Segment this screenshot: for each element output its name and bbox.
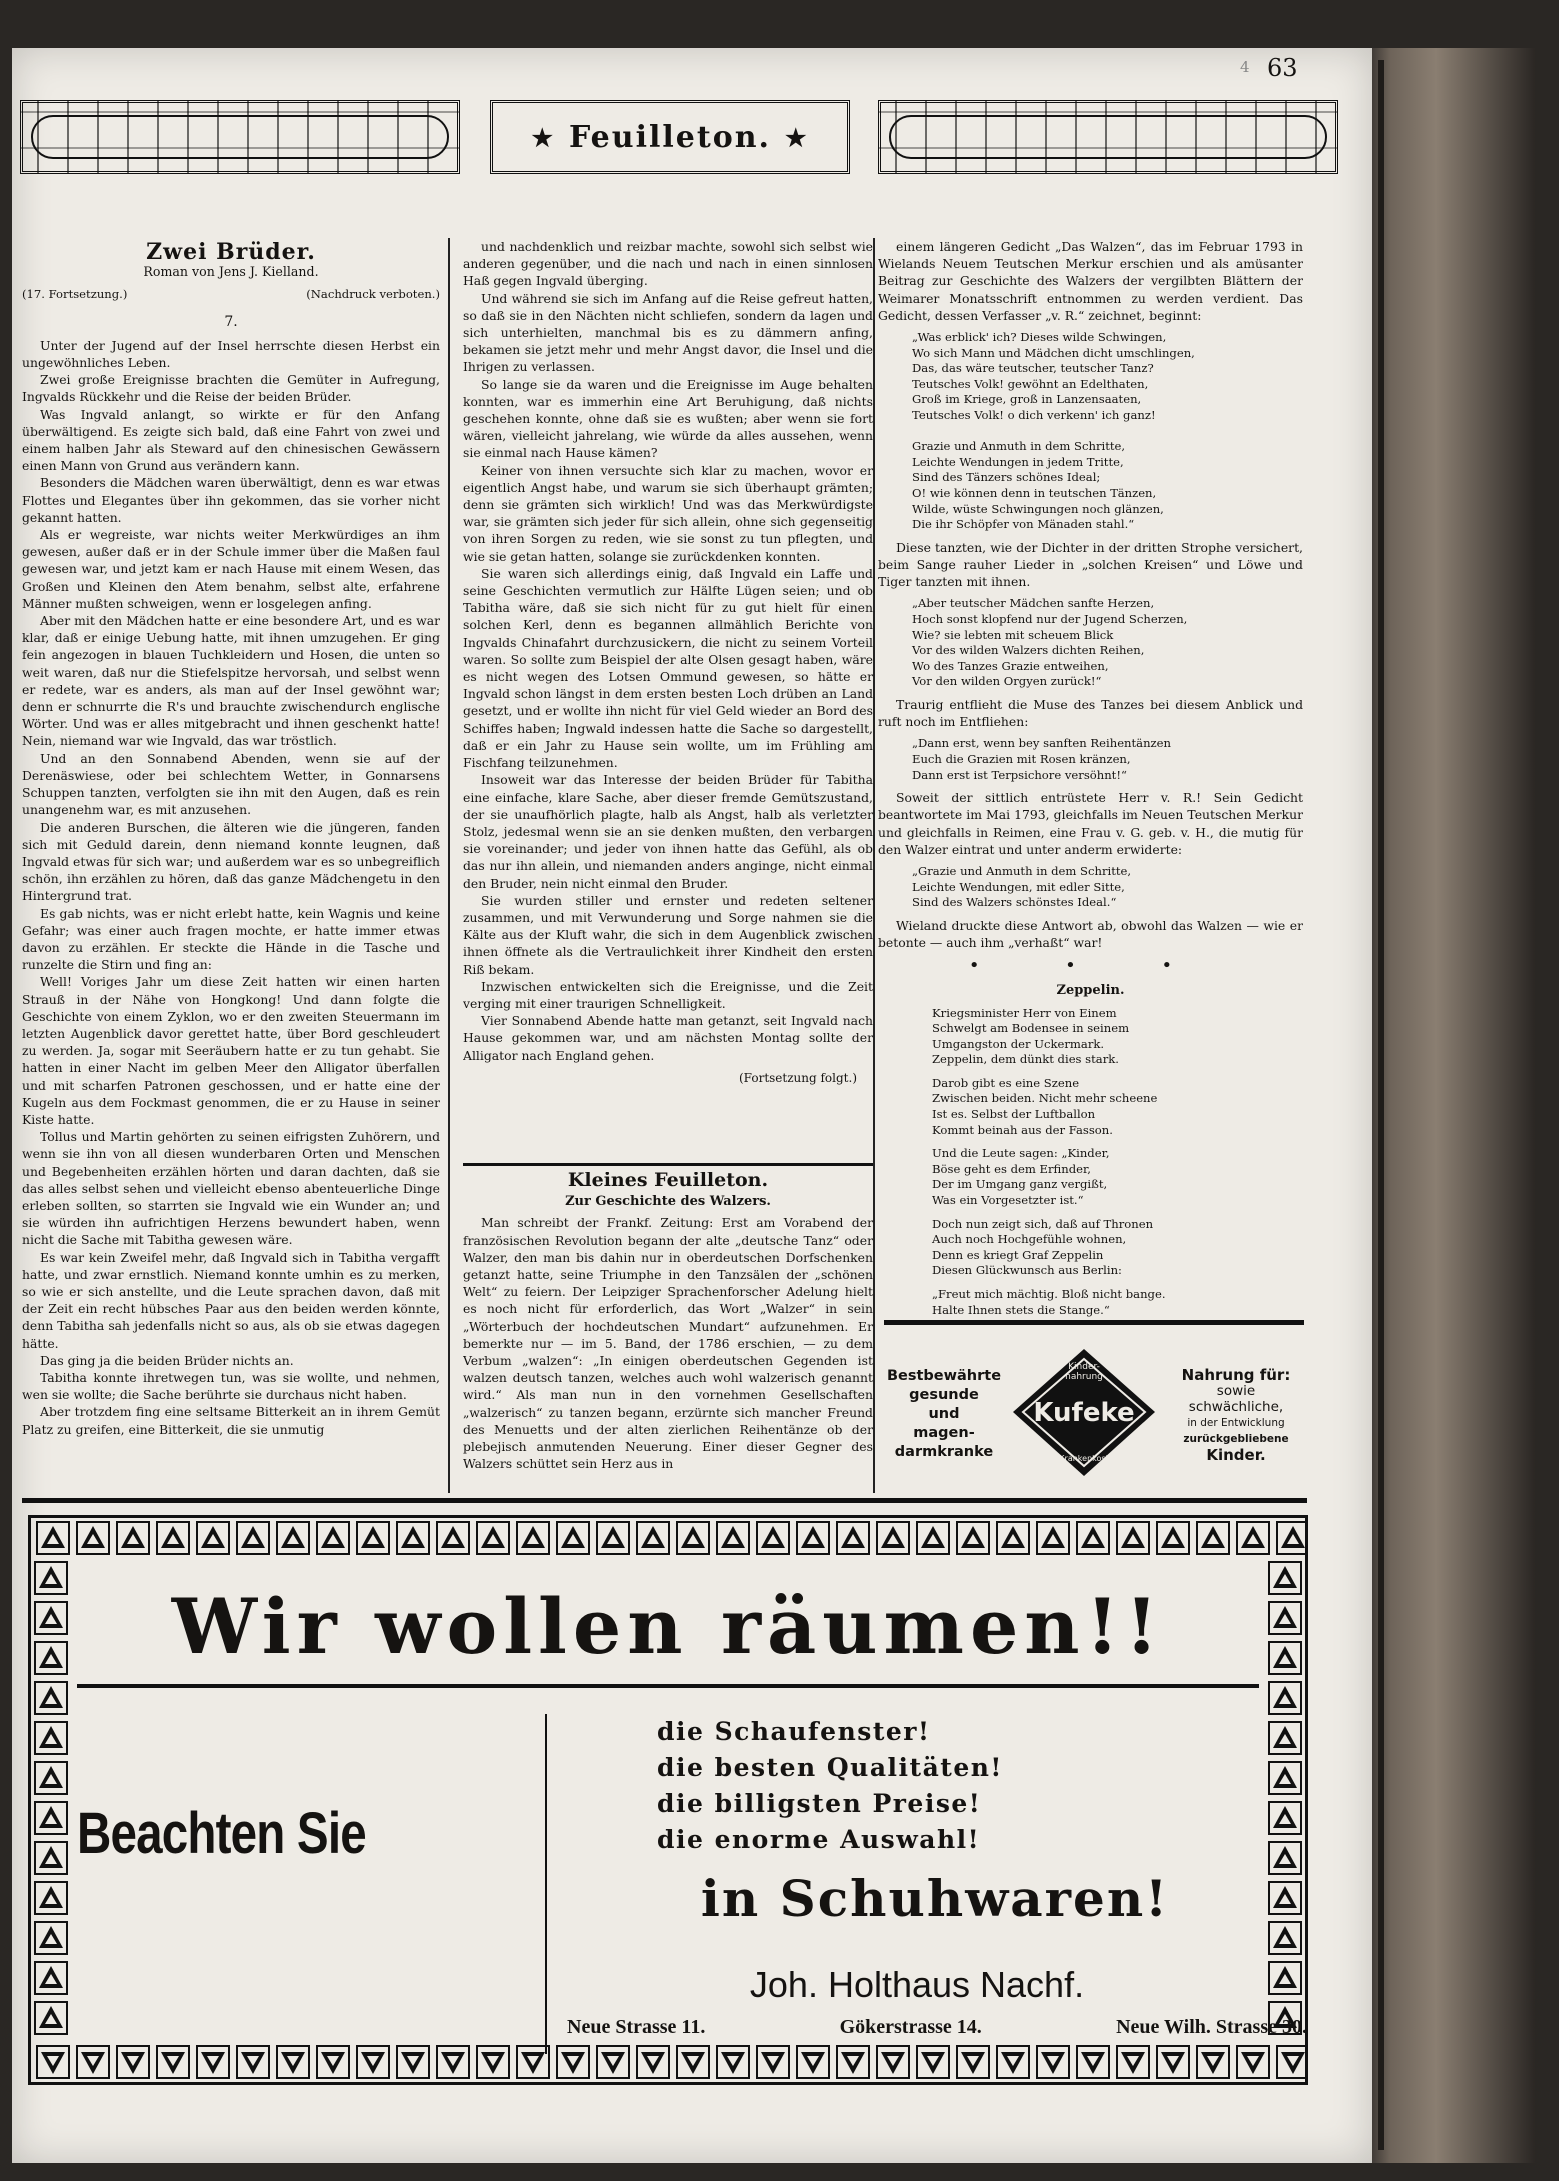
paragraph: Zwei große Ereignisse brachten die Gemüter in Aufregung, Ingvalds Rückkehr und die Reise der beiden Brüder. xyxy=(22,372,440,405)
paragraph: Traurig entflieht die Muse des Tanzes bei diesem Anblick und ruft noch im Entfliehen: xyxy=(878,696,1303,730)
border-ornament xyxy=(477,1522,509,1554)
store-address: Neue Wilh. Strasse 30. xyxy=(1116,2016,1307,2038)
ad-top-rule xyxy=(22,1498,1307,1503)
verse-line: Vor des wilden Walzers dichten Reihen, xyxy=(912,643,1145,658)
poem-verse xyxy=(912,330,1303,533)
border-ornament xyxy=(1277,2046,1305,2078)
verse-line: Wilde, wüste Schwingungen noch glänzen, xyxy=(912,501,1164,516)
kufeke-line: schwächliche, xyxy=(1188,1399,1284,1415)
border-ornament xyxy=(997,1522,1029,1554)
verse-line: Leichte Wendungen, mit edler Sitte, xyxy=(912,879,1125,894)
paragraph: Keiner von ihnen versuchte sich klar zu machen, wovor er eigentlich Angst habe, und warum sie sich überhaupt grämten; denn sie grämten sich wirklich! Und was das Merkwürdigste war, sie grämten sich jeder für sich allein, ohne sich gegenseitig von ihren Sorgen zu reden, wie sie sonst zu tun pflegten, und wie sie getan hatten, solange sie zurückdenken konnten. xyxy=(463,462,873,564)
store-address: Gökerstrasse 14. xyxy=(839,2016,982,2038)
border-ornament xyxy=(397,1522,429,1554)
story-title: Zwei Brüder. xyxy=(146,239,316,265)
border-ornament xyxy=(1269,1682,1301,1714)
border-ornament xyxy=(957,1522,989,1554)
schuhwaren-text: in Schuhwaren! xyxy=(700,1869,1170,1928)
border-ornament xyxy=(637,2046,669,2078)
border-ornament xyxy=(677,2046,709,2078)
paragraph: Vier Sonnabend Abende hatte man getanzt, seit Ingvald nach Hause gekommen war, und am nächsten Montag sollte der Alligator nach England gehen. xyxy=(463,1013,873,1063)
border-ornament xyxy=(1277,1522,1305,1554)
continued-note: (Fortsetzung folgt.) xyxy=(739,1070,857,1085)
shoe-advertisement xyxy=(28,1515,1308,2085)
story-column-2 xyxy=(463,238,873,1128)
verse-line: „Freut mich mächtig. Bloß nicht bange. xyxy=(932,1287,1166,1301)
verse-line: Auch noch Hochgefühle wohnen, xyxy=(932,1232,1127,1247)
border-ornament xyxy=(35,1922,67,1954)
walzer-column xyxy=(878,238,1303,1318)
border-ornament xyxy=(917,1522,949,1554)
verse-line: Und die Leute sagen: „Kinder, xyxy=(932,1146,1110,1161)
kufeke-right-title: Nahrung für: xyxy=(1181,1366,1291,1384)
section-stars: • • • xyxy=(968,955,1213,977)
border-ornament xyxy=(637,1522,669,1554)
paragraph: Was Ingvald anlangt, so wirkte er für den Anfang überwältigend. Es zeigte sich bald, daß eine Fahrt von zwei und einem halben Jahr als Steward auf den chinesischen Gewässern einen Mann von Grund aus verändern kann. xyxy=(22,406,440,474)
kufeke-line: zurückgebliebene xyxy=(1183,1433,1289,1445)
logo-top-label-1: Kinder- xyxy=(1068,1362,1100,1372)
border-ornament xyxy=(157,1522,189,1554)
paragraph: Sie wurden stiller und ernster und redeten seltener zusammen, und mit Verwunderung und Sorge nahmen sie die Kälte aus der Kluft wahr, die sich in dem Augenblick zwischen ihnen öffnete als die Vertraulichkeit ihrer Kindheit den ersten Riß bekam. xyxy=(463,892,873,977)
border-ornament xyxy=(1269,1762,1301,1794)
border-ornament xyxy=(35,1842,67,1874)
company-name: Joh. Holthaus Nachf. xyxy=(749,1964,1085,2005)
paragraph: Die anderen Burschen, die älteren wie die jüngeren, fanden sich mit Geduld darein, denn niemand konnte leugnen, daß Ingvald etwas für sich war; und außerdem war es so unbegreiflich schön, ihn erzählen zu hören, daß das ganze Mädchengetu in den Hintergrund trat. xyxy=(22,819,440,904)
verse-line: Teutsches Volk! gewöhnt an Edelthaten, xyxy=(912,376,1149,391)
border-ornament xyxy=(35,1802,67,1834)
border-ornament xyxy=(317,1522,349,1554)
border-ornament xyxy=(1269,1802,1301,1834)
verse-line: Wo sich Mann und Mädchen dicht umschlingen, xyxy=(912,345,1195,360)
border-ornament xyxy=(237,2046,269,2078)
beachten-text: Beachten Sie xyxy=(77,1801,366,1866)
border-ornament xyxy=(357,2046,389,2078)
verse-line: Doch nun zeigt sich, daß auf Thronen xyxy=(932,1216,1154,1231)
verse-line: Sind des Tänzers schönes Ideal; xyxy=(912,470,1101,485)
border-ornament xyxy=(35,2002,67,2034)
binding-edge xyxy=(1378,60,1384,2150)
border-ornament xyxy=(197,2046,229,2078)
story-body xyxy=(463,238,873,1064)
verse-line: Böse geht es dem Erfinder, xyxy=(932,1161,1091,1176)
verse-line: Denn es kriegt Graf Zeppelin xyxy=(932,1247,1104,1262)
verse-line: Kommt beinah aus der Fasson. xyxy=(932,1122,1113,1137)
kufeke-line: sowie xyxy=(1216,1383,1256,1399)
ad-addresses xyxy=(567,2016,1307,2039)
poem-stanza xyxy=(932,1287,1303,1318)
verse-line: Teutsches Volk! o dich verkenn' ich ganz! xyxy=(912,407,1156,422)
border-ornament xyxy=(1037,1522,1069,1554)
ad-item: die besten Qualitäten! xyxy=(657,1753,1003,1782)
ad-content xyxy=(77,1564,1307,2038)
border-ornament xyxy=(35,1642,67,1674)
border-ornament xyxy=(797,2046,829,2078)
border-ornament xyxy=(117,2046,149,2078)
border-ornament xyxy=(597,1522,629,1554)
column-rule xyxy=(448,238,450,1493)
kufeke-right-lines xyxy=(1166,1383,1306,1447)
ornament-left xyxy=(20,100,460,174)
kufeke-ad xyxy=(884,1320,1304,1497)
border-ornament xyxy=(277,2046,309,2078)
border-ornament xyxy=(717,1522,749,1554)
border-ornament xyxy=(35,1602,67,1634)
paragraph: Well! Voriges Jahr um diese Zeit hatten wir einen harten Strauß in der Nähe von Hongkong! Und dann folgte die Geschichte von einem Zyklon, wo er den zweiten Steuermann im letzten Augenblick davor gerettet hatte, über Bord geschleudert zu werden. Ja, sogar mit Seeräubern hatte er zu tun gehabt. Sie hatten in einer Nacht im gelben Meer den Alligator überfallen und mit scharfen Patronen geschossen, und er hatte eine der Kugeln aus dem Fockmast genommen, die er zu Hause in seiner Kiste hatte. xyxy=(22,974,440,1127)
border-ornament xyxy=(877,2046,909,2078)
border-ornament xyxy=(437,2046,469,2078)
border-ornament xyxy=(1269,1962,1301,1994)
border-ornament xyxy=(397,2046,429,2078)
border-ornament xyxy=(1269,1642,1301,1674)
verse-line: Wo des Tanzes Grazie entweihen, xyxy=(912,658,1109,673)
verse-line: Sind des Walzers schönstes Ideal.“ xyxy=(912,895,1117,910)
border-ornament xyxy=(1117,1522,1149,1554)
paragraph: Das ging ja die beiden Brüder nichts an. xyxy=(40,1352,294,1368)
border-ornament xyxy=(35,1682,67,1714)
verse-line: Zwischen beiden. Nicht mehr scheene xyxy=(932,1091,1158,1106)
verse-line: Kriegsminister Herr von Einem xyxy=(932,1005,1117,1020)
paragraph: Und während sie sich im Anfang auf die Reise gefreut hatten, so daß sie in den Nächten nicht schliefen, sondern da lagen und sich unterhielten, manchmal bis es zu dämmern anfing, bekamen sie jetzt mehr und mehr Angst davor, die Insel und die Ihrigen zu verlassen. xyxy=(463,290,873,375)
border-ornament xyxy=(317,2046,349,2078)
ad-item: die Schaufenster! xyxy=(657,1717,931,1746)
book-binding xyxy=(1370,48,1535,2163)
border-ornament xyxy=(437,1522,469,1554)
border-ornament xyxy=(1037,2046,1069,2078)
paragraph: einem längeren Gedicht „Das Walzen“, das im Februar 1793 in Wielands Neuem Teutschen Merkur erschien und als amüsanter Beitrag zur Geschichte des Walzers der vergilbten Blättern der Weimarer Monatsschrift entnommen zu werden verdient. Das Gedicht, dessen Verfasser „v. R.“ zeichnet, beginnt: xyxy=(878,239,1303,323)
border-ornament xyxy=(37,2046,69,2078)
verse-line: „Aber teutscher Mädchen sanfte Herzen, xyxy=(912,596,1155,611)
paragraph: So lange sie da waren und die Ereignisse im Auge behalten konnten, war es immerhin eine Art Beruhigung, daß nichts geschehen konnte, ohne daß sie es wußten; aber wenn sie fort wären, vielleicht jahrelang, wie würde da alles aussehen, wenn sie einmal nach Hause kämen? xyxy=(463,376,873,461)
border-ornament xyxy=(1157,1522,1189,1554)
verse-line xyxy=(912,424,1303,440)
star-icon: ★ xyxy=(531,122,556,152)
paragraph: Inzwischen entwickelten sich die Ereignisse, und die Zeit verging mit einer traurigen Schnelligkeit. xyxy=(463,978,873,1011)
border-ornament xyxy=(1237,2046,1269,2078)
border-ornament xyxy=(77,1522,109,1554)
paragraph: Tabitha konnte ihretwegen tun, was sie wollte, und nehmen, wen sie wollte; die Sache berührte sie durchaus nicht haben. xyxy=(22,1370,440,1403)
verse-line: „Was erblick' ich? Dieses wilde Schwingen, xyxy=(912,330,1167,345)
column-rule xyxy=(873,238,875,1493)
border-ornament xyxy=(677,1522,709,1554)
verse-line: Halte Ihnen stets die Stange.“ xyxy=(932,1302,1110,1317)
page-number-prefix: 4 xyxy=(1240,58,1250,76)
feuilleton-title xyxy=(490,100,850,174)
border-ornament xyxy=(477,2046,509,2078)
story-meta xyxy=(22,286,440,303)
border-ornament xyxy=(35,1762,67,1794)
zeppelin-poem xyxy=(878,1006,1303,1319)
border-ornament xyxy=(837,1522,869,1554)
border-ornament xyxy=(717,2046,749,2078)
poem-verse xyxy=(912,736,1303,783)
paragraph: Sie waren sich allerdings einig, daß Ingvald ein Laffe und seine Geschichten vermutlich zur Hälfte Lügen seien; und ob Tabitha wäre, daß sie sich nicht für zu gut hielt für einen solchen Kerl, denn es begannen allmählich Berichte von Ingvalds Chinafahrt durchzusickern, die nicht zu seinem Vorteil waren. So sollte zum Beispiel der alte Olsen gesagt haben, wäre es nicht wegen des Lotsen Ommund gewesen, so hätte er Ingvald schon längst in dem ersten besten Loch drüben an Land gesetzt, und er wollte ihn nicht für viel Geld wieder an Bord des Schiffes haben; Ingwald indessen hatte die Sache so dargestellt, daß er ein Jahr zu Hause sein wollte, um im Frühling am Fischfang teilzunehmen. xyxy=(463,565,873,771)
chapter-number: 7. xyxy=(224,313,238,330)
border-ornament xyxy=(877,1522,909,1554)
border-ornament xyxy=(837,2046,869,2078)
verse-line: Diesen Glückwunsch aus Berlin: xyxy=(932,1263,1122,1278)
paragraph: Besonders die Mädchen waren überwältigt, denn es war etwas Flottes und Elegantes über ihn gekommen, das sie vorher nicht gekannt hatten. xyxy=(22,475,440,525)
border-ornament xyxy=(277,1522,309,1554)
verse-line: Wie? sie lebten mit scheuem Blick xyxy=(912,627,1114,642)
border-ornament xyxy=(1197,1522,1229,1554)
paragraph: Unter der Jugend auf der Insel herrschte diesen Herbst ein ungewöhnliches Leben. xyxy=(22,337,440,371)
border-ornament xyxy=(1157,2046,1189,2078)
headline-rule xyxy=(77,1684,1259,1688)
kleines-subtitle: Zur Geschichte des Walzers. xyxy=(565,1194,771,1210)
verse-line: Euch die Grazien mit Rosen kränzen, xyxy=(912,751,1131,766)
story-body xyxy=(22,337,440,1438)
border-ornament xyxy=(35,1562,67,1594)
kleines-body xyxy=(463,1214,873,1472)
border-ornament xyxy=(1077,1522,1109,1554)
paragraph: Aber trotzdem fing eine seltsame Bitterkeit an in ihrem Gemüt Platz zu greifen, eine Bitterkeit, die sie unmutig xyxy=(22,1404,440,1437)
border-ornament xyxy=(1197,2046,1229,2078)
logo-top-label-2: nahrung xyxy=(1065,1372,1103,1382)
kufeke-line: magen- xyxy=(913,1425,975,1441)
border-ornament xyxy=(35,1722,67,1754)
paragraph: Man schreibt der Frankf. Zeitung: Erst am Vorabend der französischen Revolution begann der alte „deutsche Tanz“ oder Walzer, den man bis dahin nur in oberdeutschen Dorfschenken getanzt hatte, seine Triumphe in den Tanzsälen der „schönen Welt“ zu feiern. Der Leipziger Sprachenforscher Adelung hielt es noch nicht für erforderlich, das Wort „Walzer“ in sein „Wörterbuch der hochdeutschen Mundart“ aufzunehmen. Er bemerkte nur — im 5. Band, der 1786 erschien, — zu dem Verbum „walzen“: „In einigen oberdeutschen Gegenden ist walzen deutsch tanzen, welches auch wohl walzerisch genannt wird.“ Als man nun in den vornehmen Gesellschaften „walzerisch“ zu tanzen begann, erzürnte sich mancher Freund des Menuetts und der alten zierlichen Reihentänze ob der plebejisch anmutenden Neuerung. Einer dieser Gegner des Walzers schüttet sein Herz aus in xyxy=(463,1215,873,1472)
poem-stanza xyxy=(932,1076,1303,1138)
verse-line: O! wie können denn in teutschen Tänzen, xyxy=(912,485,1157,500)
story-subtitle: Roman von Jens J. Kielland. xyxy=(143,264,319,280)
story-column-1 xyxy=(22,238,440,1483)
store-address: Neue Strasse 11. xyxy=(567,2016,706,2038)
poem-verse xyxy=(912,596,1303,690)
feuilleton-header xyxy=(20,100,1340,178)
verse-line: Ist es. Selbst der Luftballon xyxy=(932,1107,1096,1122)
poem-stanza xyxy=(932,1146,1303,1208)
ornament-right xyxy=(878,100,1338,174)
paragraph: Und an den Sonnabend Abenden, wenn sie auf der Derenäswiese, oder bei schlechtem Wetter, in Gonnarsens Schuppen tanzten, verfolgten sie ihn mit den Augen, daß es rein unangenehm war, es mit anzusehen. xyxy=(22,750,440,818)
kufeke-line: in der Entwicklung xyxy=(1187,1417,1285,1429)
border-ornament xyxy=(1117,2046,1149,2078)
paragraph: Als er wegreiste, war nichts weiter Merkwürdiges an ihm gewesen, außer daß er in der Schule immer über die Maßen faul gewesen war, und jetzt kam er nach Hause mit einem Wesen, das Großen und Kleinen den Atem benahm, selbst alte, erfahrene Männer mußten schweigen, wenn er losgelegen anfing. xyxy=(22,527,440,611)
verse-line: Grazie und Anmuth in dem Schritte, xyxy=(912,439,1126,454)
border-ornament xyxy=(757,2046,789,2078)
kufeke-line: und xyxy=(928,1406,960,1422)
verse-line: Der im Umgang ganz vergißt, xyxy=(932,1177,1108,1192)
border-ornament xyxy=(237,1522,269,1554)
border-ornament xyxy=(997,2046,1029,2078)
border-ornament xyxy=(517,1522,549,1554)
reprint-notice: (Nachdruck verboten.) xyxy=(306,287,440,302)
kufeke-line: darmkranke xyxy=(894,1444,994,1460)
verse-line: Was ein Vorgesetzter ist.“ xyxy=(932,1193,1084,1208)
border-ornament xyxy=(917,2046,949,2078)
border-ornament xyxy=(1269,1722,1301,1754)
border-ornament xyxy=(1237,1522,1269,1554)
border-ornament xyxy=(197,1522,229,1554)
paragraph: Tollus und Martin gehörten zu seinen eifrigsten Zuhörern, und wenn sie ihn von all diesen wunderbaren Orten und Menschen und Begebenheiten erzählen hörten und daran dachten, daß sie das alles selbst sehen und vielleicht ebenso abenteuerliche Dinge erleben sollten, so starrten sie Ingvald wie ein Wunder an; und sie würden ihn aufrichtigen Herzens bewundert haben, wenn nicht die Sache mit Tabitha gewesen wäre. xyxy=(22,1129,440,1248)
zeppelin-title: Zeppelin. xyxy=(1056,983,1125,999)
border-ornament xyxy=(77,2046,109,2078)
ad-items xyxy=(657,1714,1257,1858)
verse-line: Schwelgt am Bodensee in seinem xyxy=(932,1021,1130,1036)
border-ornament xyxy=(557,2046,589,2078)
poem-stanza xyxy=(932,1006,1303,1068)
border-ornament xyxy=(757,1522,789,1554)
border-ornament xyxy=(1269,1562,1301,1594)
installment-label: (17. Fortsetzung.) xyxy=(22,287,128,302)
logo-bottom-label: Krankenkost xyxy=(1059,1454,1109,1463)
paragraph: und nachdenklich und reizbar machte, sowohl sich selbst wie anderen gegenüber, und die nach und nach in einen sinnlosen Haß gegen Ingvald überging. xyxy=(463,239,873,289)
border-ornament xyxy=(357,1522,389,1554)
paragraph: Aber mit den Mädchen hatte er eine besondere Art, und es war klar, daß er einige Uebung hatte, mit ihnen umzugehen. Er ging fein angezogen in blauen Tuchkleidern und Hosen, die unten so weit waren, daß nur die Stiefelspitze hervorsah, und selbst wenn er redete, war es anders, als man auf der Insel gewöhnt war; denn er schnurrte die R's und brauchte zwischendurch englische Wörter. Und was er alles mitgebracht und ihnen geschenkt hatte! Nein, niemand war wie Ingvald, das war tröstlich. xyxy=(22,613,440,749)
kufeke-logo xyxy=(1009,1345,1159,1480)
kufeke-line: gesunde xyxy=(909,1387,979,1403)
border-ornament xyxy=(37,1522,69,1554)
verse-line: Das, das wäre teutscher, teutscher Tanz? xyxy=(912,361,1154,376)
border-ornament xyxy=(557,1522,589,1554)
border-ornament xyxy=(1077,2046,1109,2078)
paragraph: Wieland druckte diese Antwort ab, obwohl das Walzen — wie er betonte — auch ihm „verhaßt“ war! xyxy=(878,917,1303,950)
verse-line: Vor den wilden Orgyen zurück!“ xyxy=(912,674,1102,689)
verse-line: Darob gibt es eine Szene xyxy=(932,1075,1080,1090)
poem-stanza xyxy=(932,1217,1303,1279)
verse-line: Groß im Kriege, groß in Lanzensaaten, xyxy=(912,392,1142,407)
feuilleton-label: Feuilleton. xyxy=(569,119,771,155)
paragraph: Es gab nichts, was er nicht erlebt hatte, kein Wagnis und keine Gefahr; was einer auch fragen mochte, er hatte immer etwas davon zu erzählen. Er steckte die Hände in die Tasche und runzelte die Stirn und fing an: xyxy=(22,905,440,973)
border-ornament xyxy=(35,1962,67,1994)
ad-divider xyxy=(545,1714,547,2054)
kufeke-right-text xyxy=(1166,1367,1306,1463)
verse-line: Die ihr Schöpfer von Mänaden stahl.“ xyxy=(912,517,1135,532)
kufeke-right-end: Kinder. xyxy=(1206,1446,1266,1464)
ad-item: die billigsten Preise! xyxy=(657,1789,982,1818)
kufeke-left-text xyxy=(884,1367,1004,1462)
kufeke-line: Bestbewährte xyxy=(886,1368,1002,1384)
paragraph: Diese tanzten, wie der Dichter in der dritten Strophe versichert, beim Sange rauher Lieder in „solchen Kreisen“ und Löwe und Tiger tanzten mit ihnen. xyxy=(878,539,1303,590)
border-ornament xyxy=(1269,1602,1301,1634)
border-ornament xyxy=(797,1522,829,1554)
poem-verse xyxy=(912,864,1303,911)
verse-line: Hoch sonst klopfend nur der Jugend Scherzen, xyxy=(912,611,1188,626)
verse-line: Zeppelin, dem dünkt dies stark. xyxy=(932,1052,1119,1067)
verse-line: Leichte Wendungen in jedem Tritte, xyxy=(912,454,1124,469)
paragraph: Es war kein Zweifel mehr, daß Ingvald sich in Tabitha vergafft hatte, und zwar ernstlich. Niemand konnte umhin es zu merken, so wie er sich anstellte, und die Leute sprachen davon, daß mit der Zeit ein recht hübsches Paar aus den beiden werden könnte, denn Tabitha sah jedenfalls nicht so aus, als ob sie etwas dagegen hätte. xyxy=(22,1249,440,1351)
verse-line: „Grazie und Anmuth in dem Schritte, xyxy=(912,863,1132,878)
border-ornament xyxy=(117,1522,149,1554)
verse-line: Dann erst ist Terpsichore versöhnt!“ xyxy=(912,767,1127,782)
border-ornament xyxy=(957,2046,989,2078)
border-ornament xyxy=(35,1882,67,1914)
border-ornament xyxy=(157,2046,189,2078)
ad-headline: Wir wollen räumen!! xyxy=(171,1582,1165,1671)
section-divider xyxy=(463,1163,873,1166)
kleines-feuilleton xyxy=(463,1172,873,1487)
ad-item: die enorme Auswahl! xyxy=(657,1825,981,1854)
star-icon: ★ xyxy=(784,122,809,152)
paragraph: Soweit der sittlich entrüstete Herr v. R.! Sein Gedicht beantwortete im Mai 1793, gleichfalls im Neuen Teutschen Merkur und gleichfalls in Reimen, eine Frau v. G. geb. v. H., die mutig für den Walzer eintrat und unter anderm erwiderte: xyxy=(878,790,1303,857)
kleines-title: Kleines Feuilleton. xyxy=(567,1172,769,1191)
verse-line: Umgangston der Uckermark. xyxy=(932,1036,1105,1051)
border-ornament xyxy=(597,2046,629,2078)
verse-line: „Dann erst, wenn bey sanften Reihentänzen xyxy=(912,736,1171,751)
paragraph: Insoweit war das Interesse der beiden Brüder für Tabitha eine einfache, klare Sache, aber dieser fremde Gemütszustand, der sie unaufhörlich plagte, halb als Angst, halb als verletzter Stolz, jedesmal wenn sie an sie denken mußten, den verbargen sie voreinander; und jeder von ihnen hatte das Gefühl, als ob das nur ihn allein, und niemanden anders anginge, nicht einmal den Bruder, nein nicht einmal den Bruder. xyxy=(463,772,873,891)
logo-brand: Kufeke xyxy=(1033,1398,1135,1428)
page-number: 63 xyxy=(1267,54,1298,82)
